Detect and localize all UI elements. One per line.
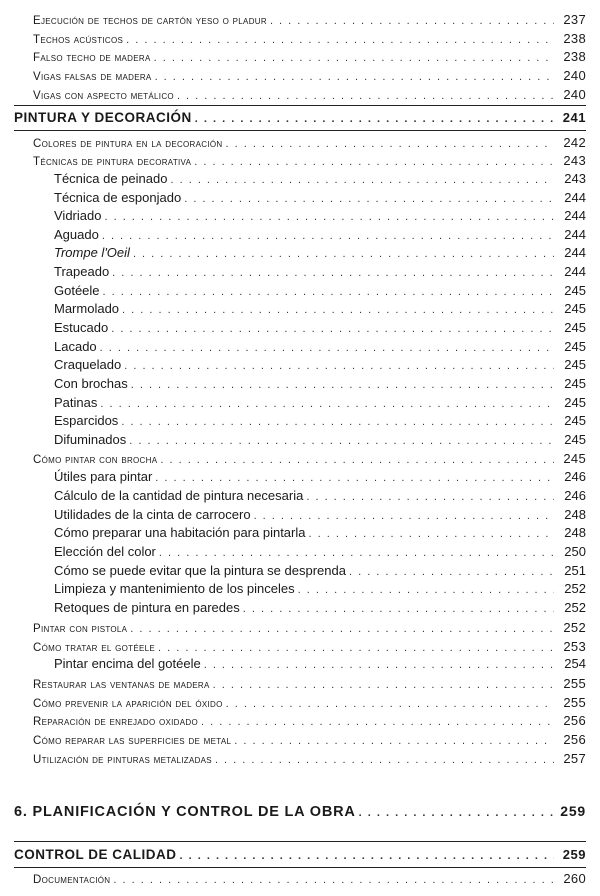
- entry-title: Cómo reparar las superficies de metal: [33, 735, 232, 747]
- entry-page: 248: [564, 525, 586, 540]
- entry-title: Técnica de esponjado: [54, 190, 182, 205]
- toc-entry[interactable]: [33, 676, 586, 691]
- entry-page: 255: [563, 695, 586, 710]
- toc-subentry[interactable]: [54, 563, 586, 578]
- dot-leader: [126, 34, 554, 46]
- entry-page: 245: [564, 357, 586, 372]
- toc-section-heading[interactable]: [14, 110, 586, 125]
- entry-page: 244: [564, 208, 586, 223]
- dot-leader: [213, 679, 554, 691]
- entry-title: Craquelado: [54, 357, 122, 372]
- divider: [14, 867, 586, 868]
- toc-entry[interactable]: [33, 639, 586, 654]
- dot-leader: [180, 850, 555, 862]
- entry-page: 248: [564, 507, 586, 522]
- entry-title: Patinas: [54, 395, 98, 410]
- entry-page: 245: [563, 451, 586, 466]
- entry-title: Difuminados: [54, 432, 127, 447]
- entry-title: Restaurar las ventanas de madera: [33, 679, 210, 691]
- entry-page: 255: [563, 676, 586, 691]
- entry-page: 256: [563, 732, 586, 747]
- toc-subentry[interactable]: [54, 283, 586, 298]
- toc-subentry[interactable]: [54, 544, 586, 559]
- entry-page: 254: [564, 656, 586, 671]
- dot-leader: [112, 267, 554, 279]
- dot-leader: [225, 138, 554, 150]
- entry-title: Documentación: [33, 874, 111, 886]
- chapter-title: 6. PLANIFICACIÓN Y CONTROL DE LA OBRA: [14, 804, 356, 820]
- dot-leader: [154, 52, 554, 64]
- toc-section-heading[interactable]: [14, 847, 586, 862]
- entry-title: Útiles para pintar: [54, 469, 153, 484]
- dot-leader: [243, 603, 554, 615]
- toc-subentry[interactable]: [54, 581, 586, 596]
- entry-page: 252: [563, 620, 586, 635]
- entry-title: Retoques de pintura en paredes: [54, 600, 240, 615]
- dot-leader: [155, 472, 554, 484]
- entry-title: Cómo pintar con brocha: [33, 454, 158, 466]
- toc-entry[interactable]: [33, 68, 586, 83]
- entry-page: 250: [564, 544, 586, 559]
- entry-title: Ejecución de techos de cartón yeso o pladur: [33, 15, 267, 27]
- entry-title: Esparcidos: [54, 413, 119, 428]
- entry-page: 245: [564, 301, 586, 316]
- toc-entry[interactable]: [33, 31, 586, 46]
- entry-title: Con brochas: [54, 376, 128, 391]
- entry-page: 251: [564, 563, 586, 578]
- dot-leader: [195, 113, 554, 125]
- dot-leader: [194, 156, 554, 168]
- entry-title: Techos acústicos: [33, 34, 124, 46]
- entry-title: Trapeado: [54, 264, 110, 279]
- dot-leader: [122, 304, 554, 316]
- toc-subentry[interactable]: [54, 320, 586, 335]
- section-page: 241: [562, 110, 586, 125]
- entry-title: Técnicas de pintura decorativa: [33, 156, 192, 168]
- dot-leader: [100, 398, 554, 410]
- toc-subentry[interactable]: [54, 488, 586, 503]
- entry-page: 256: [563, 713, 586, 728]
- toc-subentry[interactable]: [54, 245, 586, 260]
- dot-leader: [359, 807, 554, 819]
- entry-page: 245: [564, 395, 586, 410]
- toc-entry[interactable]: [33, 135, 586, 150]
- entry-title: Trompe l'Oeil: [54, 245, 130, 260]
- toc-subentry[interactable]: [54, 301, 586, 316]
- toc-entry[interactable]: [33, 751, 586, 766]
- entry-title: Vigas con aspecto metálico: [33, 90, 174, 102]
- dot-leader: [129, 435, 554, 447]
- toc-entry[interactable]: [33, 732, 586, 747]
- dot-leader: [298, 584, 554, 596]
- entry-title: Utilidades de la cinta de carrocero: [54, 507, 251, 522]
- entry-title: Estucado: [54, 320, 109, 335]
- toc-subentry[interactable]: [54, 432, 586, 447]
- dot-leader: [158, 642, 554, 654]
- entry-title: Vigas falsas de madera: [33, 71, 152, 83]
- entry-page: 245: [564, 339, 586, 354]
- entry-page: 246: [564, 469, 586, 484]
- dot-leader: [309, 528, 555, 540]
- dot-leader: [155, 71, 554, 83]
- dot-leader: [215, 754, 554, 766]
- dot-leader: [204, 659, 554, 671]
- toc-entry[interactable]: [33, 695, 586, 710]
- dot-leader: [100, 342, 554, 354]
- dot-leader: [104, 211, 554, 223]
- toc-subentry[interactable]: [54, 208, 586, 223]
- dot-leader: [131, 379, 554, 391]
- toc-entry[interactable]: [33, 12, 586, 27]
- entry-title: Gotéele: [54, 283, 100, 298]
- entry-page: 244: [564, 264, 586, 279]
- toc-subentry[interactable]: [54, 525, 586, 540]
- divider: [14, 130, 586, 131]
- dot-leader: [306, 491, 554, 503]
- dot-leader: [111, 323, 554, 335]
- entry-title: Limpieza y mantenimiento de los pinceles: [54, 581, 295, 596]
- entry-page: 237: [563, 12, 586, 27]
- entry-title: Utilización de pinturas metalizadas: [33, 754, 212, 766]
- entry-page: 245: [564, 376, 586, 391]
- entry-page: 243: [564, 171, 586, 186]
- entry-page: 240: [563, 68, 586, 83]
- entry-title: Vidriado: [54, 208, 102, 223]
- dot-leader: [349, 566, 554, 578]
- chapter-page: 259: [560, 803, 586, 819]
- dot-leader: [177, 90, 554, 102]
- entry-page: 245: [564, 283, 586, 298]
- dot-leader: [254, 510, 554, 522]
- entry-page: 244: [564, 245, 586, 260]
- entry-title: Cómo tratar el gotéele: [33, 642, 155, 654]
- entry-title: Lacado: [54, 339, 97, 354]
- entry-title: Cálculo de la cantidad de pintura necesaria: [54, 488, 304, 503]
- entry-page: 252: [564, 581, 586, 596]
- entry-title: Pintar con pistola: [33, 623, 128, 635]
- entry-page: 244: [564, 227, 586, 242]
- entry-title: Cómo prevenir la aparición del óxido: [33, 698, 223, 710]
- entry-page: 253: [563, 639, 586, 654]
- entry-title: Técnica de peinado: [54, 171, 168, 186]
- entry-title: Elección del color: [54, 544, 156, 559]
- dot-leader: [124, 360, 554, 372]
- entry-page: 245: [564, 432, 586, 447]
- dot-leader: [234, 735, 554, 747]
- entry-page: 245: [564, 413, 586, 428]
- entry-title: Reparación de enrejado oxidado: [33, 716, 198, 728]
- entry-title: Marmolado: [54, 301, 120, 316]
- toc-subentry[interactable]: [54, 376, 586, 391]
- dot-leader: [113, 874, 554, 886]
- section-page: 259: [562, 847, 586, 862]
- section-title: CONTROL DE CALIDAD: [14, 847, 177, 862]
- entry-page: 245: [564, 320, 586, 335]
- toc-entry[interactable]: [33, 871, 586, 886]
- divider: [14, 841, 586, 842]
- toc-entry[interactable]: [33, 620, 586, 635]
- dot-leader: [121, 416, 554, 428]
- divider: [14, 105, 586, 106]
- toc-subentry[interactable]: [54, 190, 586, 205]
- toc-subentry[interactable]: [54, 395, 586, 410]
- toc-subentry[interactable]: [54, 469, 586, 484]
- section-title: PINTURA Y DECORACIÓN: [14, 110, 192, 125]
- dot-leader: [226, 698, 554, 710]
- entry-title: Falso techo de madera: [33, 52, 151, 64]
- entry-title: Colores de pintura en la decoración: [33, 138, 223, 150]
- entry-page: 243: [563, 153, 586, 168]
- entry-title: Aguado: [54, 227, 99, 242]
- toc-entry[interactable]: [33, 713, 586, 728]
- entry-title: Cómo se puede evitar que la pintura se desprenda: [54, 563, 346, 578]
- dot-leader: [270, 15, 554, 27]
- toc-subentry[interactable]: [54, 357, 586, 372]
- dot-leader: [201, 716, 554, 728]
- toc-subentry[interactable]: [54, 339, 586, 354]
- toc-subentry[interactable]: [54, 264, 586, 279]
- entry-page: 238: [563, 31, 586, 46]
- toc-entry[interactable]: [33, 451, 586, 466]
- dot-leader: [133, 248, 554, 260]
- toc-chapter-heading[interactable]: [14, 803, 586, 820]
- toc-subentry[interactable]: [54, 227, 586, 242]
- toc-entry[interactable]: [33, 87, 586, 102]
- toc-subentry[interactable]: [54, 656, 586, 671]
- entry-page: 246: [564, 488, 586, 503]
- toc-entry[interactable]: [33, 49, 586, 64]
- entry-page: 242: [563, 135, 586, 150]
- entry-page: 257: [563, 751, 586, 766]
- toc-subentry[interactable]: [54, 413, 586, 428]
- entry-page: 244: [564, 190, 586, 205]
- entry-page: 240: [563, 87, 586, 102]
- dot-leader: [160, 454, 554, 466]
- toc-subentry[interactable]: [54, 507, 586, 522]
- dot-leader: [103, 286, 554, 298]
- entry-title: Pintar encima del gotéele: [54, 656, 201, 671]
- dot-leader: [130, 623, 554, 635]
- entry-title: Cómo preparar una habitación para pintarla: [54, 525, 306, 540]
- toc-entry[interactable]: [33, 153, 586, 168]
- dot-leader: [102, 230, 554, 242]
- dot-leader: [184, 193, 554, 205]
- entry-page: 252: [564, 600, 586, 615]
- dot-leader: [159, 547, 554, 559]
- entry-page: 238: [563, 49, 586, 64]
- toc-subentry[interactable]: [54, 171, 586, 186]
- dot-leader: [170, 174, 554, 186]
- entry-page: 260: [563, 871, 586, 886]
- toc-subentry[interactable]: [54, 600, 586, 615]
